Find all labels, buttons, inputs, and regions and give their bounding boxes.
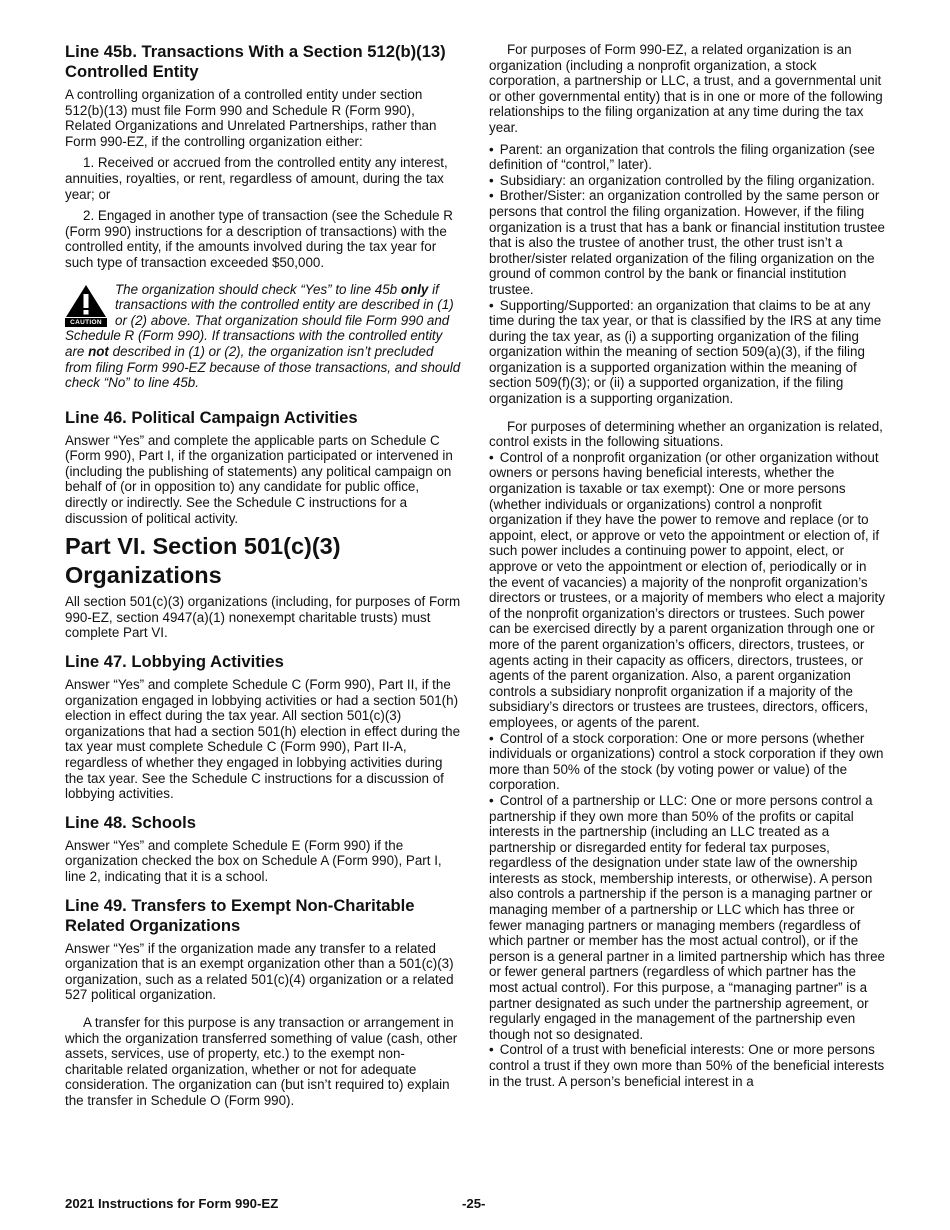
caution-text-1: The organization should check “Yes” to line 45b <box>115 281 401 297</box>
line-49-paragraph-1: Answer “Yes” if the organization made any transfer to a related organization that is an exempt organization other than a 501(c)(3) organization, such as a related 501(c)(4) organization or a related 527 political organization. <box>65 940 454 1003</box>
bullet-brother-sister: • Brother/Sister: an organization controlled by the same person or persons that control the filing organization. However, if the filing organization is a trust that has a bank or financial institution trustee that is also the trustee of another trust, the other trust isn’t a brother/sister related organization of the filing organization on the ground of common control by the bank or financial institution trustee. <box>489 188 887 297</box>
footer-title: 2021 Instructions for Form 990-EZ <box>65 1196 279 1211</box>
part-vi-heading: Part VI. Section 501(c)(3) Organizations <box>65 533 341 589</box>
caution-text-3: described in (1) or (2), the organization isn’t precluded from filing Form 990-EZ because of those transactions, and should check “No” to line 45b. <box>65 343 461 391</box>
left-column <box>65 42 461 1115</box>
caution-label: CAUTION <box>65 318 107 327</box>
line-49-heading: Line 49. Transfers to Exempt Non-Charitable Related Organizations <box>65 895 415 935</box>
line-47-paragraph: Answer “Yes” and complete Schedule C (Form 990), Part II, if the organization engaged in lobbying activities or had a section 501(h) election in effect during the tax year. All section 501(c)(3) organizations that had a section 501(h) election in effect during the tax year must complete Schedule C (Form 990), Part II-A, regardless of whether they engaged in lobbying activities during the tax year. See the Schedule C instructions for a discussion of lobbying activities. <box>65 677 461 802</box>
line-45b-item-2: 2. Engaged in another type of transaction (see the Schedule R (Form 990) instructions for a description of transactions) with the controlled entity, if the amounts involved during the tax year for such type of transaction exceeded $50,000. <box>65 208 453 270</box>
part-vi-paragraph: All section 501(c)(3) organizations (including, for purposes of Form 990-EZ, section 4947(a)(1) nonexempt charitable trusts) must complete Part VI. <box>65 594 461 641</box>
bullet-control-trust: • Control of a trust with beneficial interests: One or more persons control a trust if they own more than 50% of the beneficial interests in the trust. A person’s beneficial interest in a <box>489 1042 887 1089</box>
right-column <box>489 42 887 1089</box>
control-intro: For purposes of determining whether an organization is related, control exists in the following situations. <box>489 418 883 450</box>
bullet-control-stock: • Control of a stock corporation: One or more persons (whether individuals or organizations) control a stock corporation if they own more than 50% of the stock (by voting power or value) of the corporation. <box>489 731 887 793</box>
caution-note <box>65 282 461 391</box>
bullet-control-partnership: • Control of a partnership or LLC: One or more persons control a partnership if they own more than 50% of the profits or capital interests in the partnership (including an LLC treated as a partnership or disregarded entity for federal tax purposes, regardless of the designation under state law of the ownership interests as stock, membership interests, or otherwise). A person also controls a partnership if the person is a managing partner or managing member of a partnership or LLC which has three or fewer managing partners or managing members (regardless of which partner or member has the most actual control), or if the person is a general partner in a limited partnership which has three or fewer general partners (regardless of which partner has the most actual control). For this purpose, a “managing partner” is a partner designated as such under the partnership agreement, or regularly engaged in the management of the partnership even though not so designated. <box>489 793 887 1043</box>
line-45b-heading: Line 45b. Transactions With a Section 512(b)(13) Controlled Entity <box>65 42 446 81</box>
line-48-paragraph: Answer “Yes” and complete Schedule E (Form 990) if the organization checked the box on Schedule A (Form 990), Part I, line 2, indicating that it is a school. <box>65 837 442 884</box>
line-47-heading: Line 47. Lobbying Activities <box>65 652 284 672</box>
line-49-paragraph-2: A transfer for this purpose is any transaction or arrangement in which the organization transferred something of value (cash, other assets, services, use of property, etc.) to the exempt non-charitable related organization, whether or not for adequate consideration. The organization can (but isn’t required to) explain the transfer in Schedule O (Form 990). <box>65 1014 458 1108</box>
related-org-intro: For purposes of Form 990-EZ, a related organization is an organization (including a nonprofit organization, a stock corporation, a partnership or LLC, a trust, and a governmental unit or other governmental entity) that is in one or more of the following relationships to the filing organization at any time during the tax year. <box>489 42 883 135</box>
caution-emphasis-only: only <box>400 281 429 297</box>
line-48-heading: Line 48. Schools <box>65 812 196 832</box>
line-45b-paragraph: A controlling organization of a controlled entity under section 512(b)(13) must file Form 990 and Schedule R (Form 990), Related Organizations and Unrelated Partnerships, rather than Form 990-EZ, if the controlling organization either: <box>65 87 437 149</box>
line-46-heading: Line 46. Political Campaign Activities <box>65 407 358 427</box>
line-45b-item-1: 1. Received or accrued from the controlled entity any interest, annuities, royalties, or rent, regardless of amount, during the tax year; or <box>65 155 448 202</box>
bullet-subsidiary: • Subsidiary: an organization controlled by the filing organization. <box>489 173 887 189</box>
bullet-control-nonprofit: • Control of a nonprofit organization (or other organization without owners or persons having beneficial interests, whether the organization is taxable or tax exempt): One or more persons (whether individuals or organizations) control a nonprofit organization if they have the power to remove and replace (or to appoint, elect, or approve or veto the appointment or election of, if such power includes a continuing power to appoint, elect, or approve or veto the appointment or election of, periodically or in the event of vacancies) a majority of the nonprofit organization’s directors or trustees, or a majority of members who elect a majority of the nonprofit organization’s directors or trustees. Such power can be exercised directly by a parent organization through one or more of the parent organization’s officers, directors, trustees, or agents acting in their capacity as officers, directors, trustees, or agents of the parent organization. Also, a parent organization controls a subsidiary nonprofit organization if a majority of the subsidiary’s directors or trustees are trustees, directors, officers, employees, or agents of the parent. <box>489 450 887 731</box>
bullet-supporting-supported: • Supporting/Supported: an organization that claims to be at any time during the tax year, or that is classified by the IRS at any time during the tax year, as (i) a supporting organization of the filing organization within the meaning of section 509(a)(3), if the filing organization is a supported organization within the meaning of section 509(f)(3); or (ii) a supported organization, if the filing organization is a supporting organization. <box>489 298 887 407</box>
line-46-paragraph: Answer “Yes” and complete the applicable parts on Schedule C (Form 990), Part I, if the organization participated or intervened in (including the publishing of statements) any political campaign on behalf of (or in opposition to) any candidate for public office, directly or indirectly. See the Schedule C instructions for a discussion of political activity. <box>65 432 453 526</box>
caution-text-2: if transactions with the controlled entity are described in (1) or (2) above. That organization should file Form 990 and Schedule R (Form 990). If transactions with the controlled entity are <box>65 281 454 359</box>
page-number: -25- <box>462 1196 486 1211</box>
caution-emphasis-not: not <box>88 343 109 359</box>
bullet-parent: • Parent: an organization that controls the filing organization (see definition of “control,” later). <box>489 142 887 173</box>
caution-icon <box>65 284 107 326</box>
